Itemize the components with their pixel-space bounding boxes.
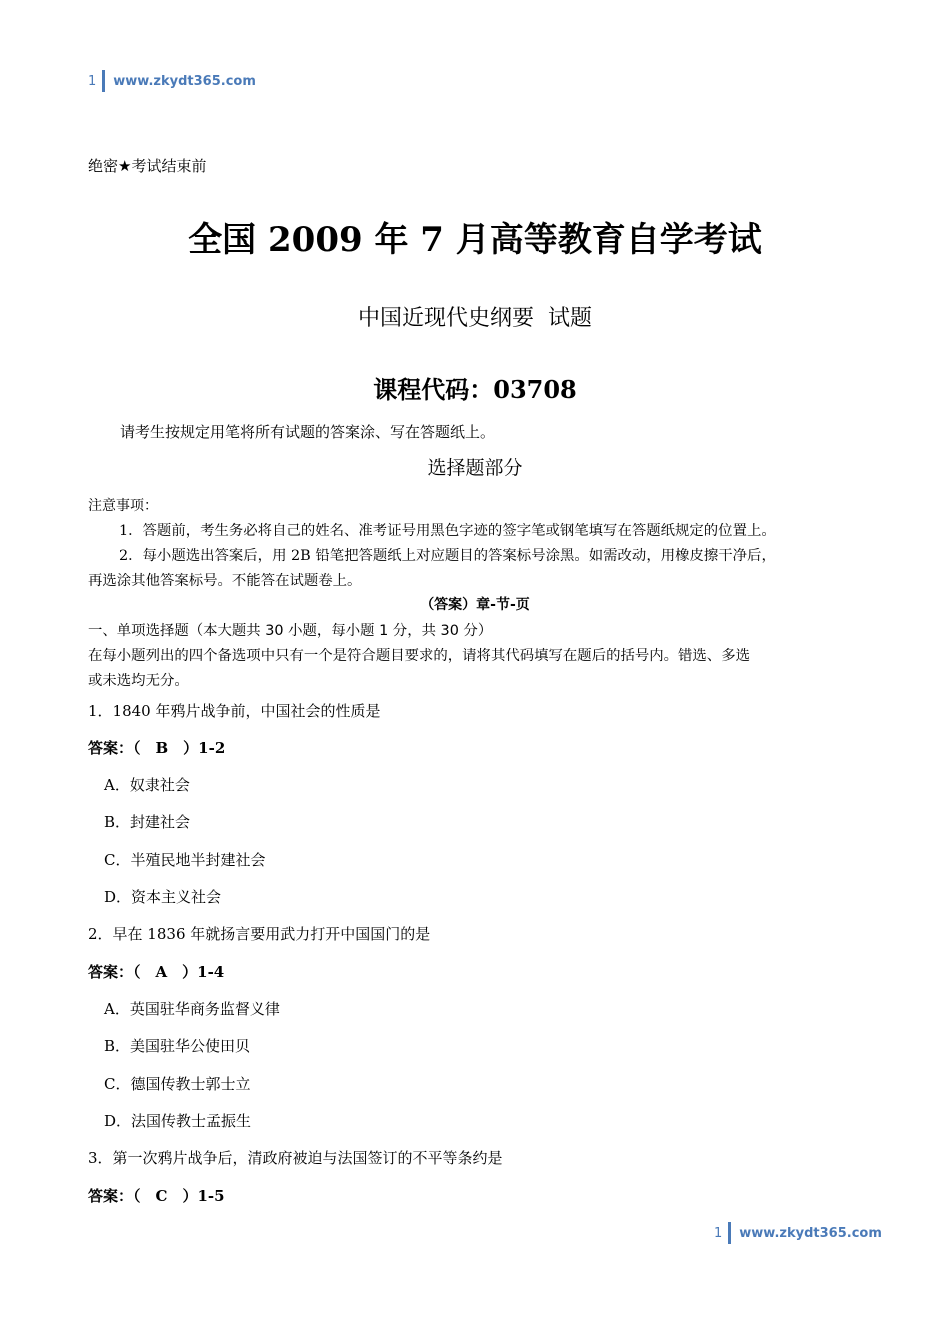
notice-heading: 注意事项： (88, 498, 158, 514)
footer-page-number: 1 (714, 1225, 723, 1241)
answer-format-legend: （答案）章-节-页 (420, 597, 530, 613)
part1-heading: 一、单项选择题（本大题共 30 小题，每小题 1 分，共 30 分） (88, 623, 493, 639)
question-answer: 答案：（ A ）1-4 (88, 963, 225, 981)
footer-divider (728, 1222, 731, 1244)
page-header (88, 70, 256, 92)
header-divider (102, 70, 105, 92)
option-c: C．德国传教士郭士立 (104, 1075, 251, 1093)
notice-item-2-cont: 再选涂其他答案标号。不能答在试题卷上。 (88, 573, 362, 589)
option-d: D．法国传教士孟振生 (104, 1112, 252, 1130)
course-code: 课程代码：03708 (373, 375, 577, 404)
confidential-label: 绝密★考试结束前 (88, 157, 207, 175)
exam-title: 全国 2009 年 7 月高等教育自学考试 (188, 220, 762, 260)
header-url[interactable]: www.zkydt365.com (113, 73, 256, 89)
option-d: D．资本主义社会 (104, 888, 222, 906)
option-b: B．封建社会 (104, 813, 191, 831)
option-a: A．奴隶社会 (104, 776, 190, 794)
page-footer (714, 1222, 882, 1244)
option-a: A．英国驻华商务监督义律 (104, 1000, 280, 1018)
notice-item-2: 2．每小题选出答案后，用 2B 铅笔把答题纸上对应题目的答案标号涂黑。如需改动，用橡皮擦干净后， (119, 548, 776, 564)
part1-desc: 在每小题列出的四个备选项中只有一个是符合题目要求的，请将其代码填写在题后的括号内。错选、多选 (88, 648, 750, 664)
option-c: C．半殖民地半封建社会 (104, 851, 266, 869)
footer-url[interactable]: www.zkydt365.com (739, 1225, 882, 1241)
notice-item-1: 1．答题前，考生务必将自己的姓名、准考证号用黑色字迹的签字笔或钢笔填写在答题纸规定的位置上。 (119, 523, 776, 539)
question-stem: 1．1840 年鸦片战争前，中国社会的性质是 (88, 702, 381, 720)
section-title: 选择题部分 (427, 457, 523, 479)
exam-subject: 中国近现代史纲要 试题 (358, 306, 592, 331)
header-page-number: 1 (88, 73, 97, 89)
question-answer: 答案：（ C ）1-5 (88, 1187, 225, 1205)
instruction: 请考生按规定用笔将所有试题的答案涂、写在答题纸上。 (120, 423, 496, 441)
question-answer: 答案：（ B ）1-2 (88, 739, 226, 757)
question-stem: 3．第一次鸦片战争后，清政府被迫与法国签订的不平等条约是 (88, 1149, 503, 1167)
part1-desc-cont: 或未选均无分。 (88, 673, 189, 689)
option-b: B．美国驻华公使田贝 (104, 1037, 251, 1055)
question-stem: 2．早在 1836 年就扬言要用武力打开中国国门的是 (88, 925, 431, 943)
